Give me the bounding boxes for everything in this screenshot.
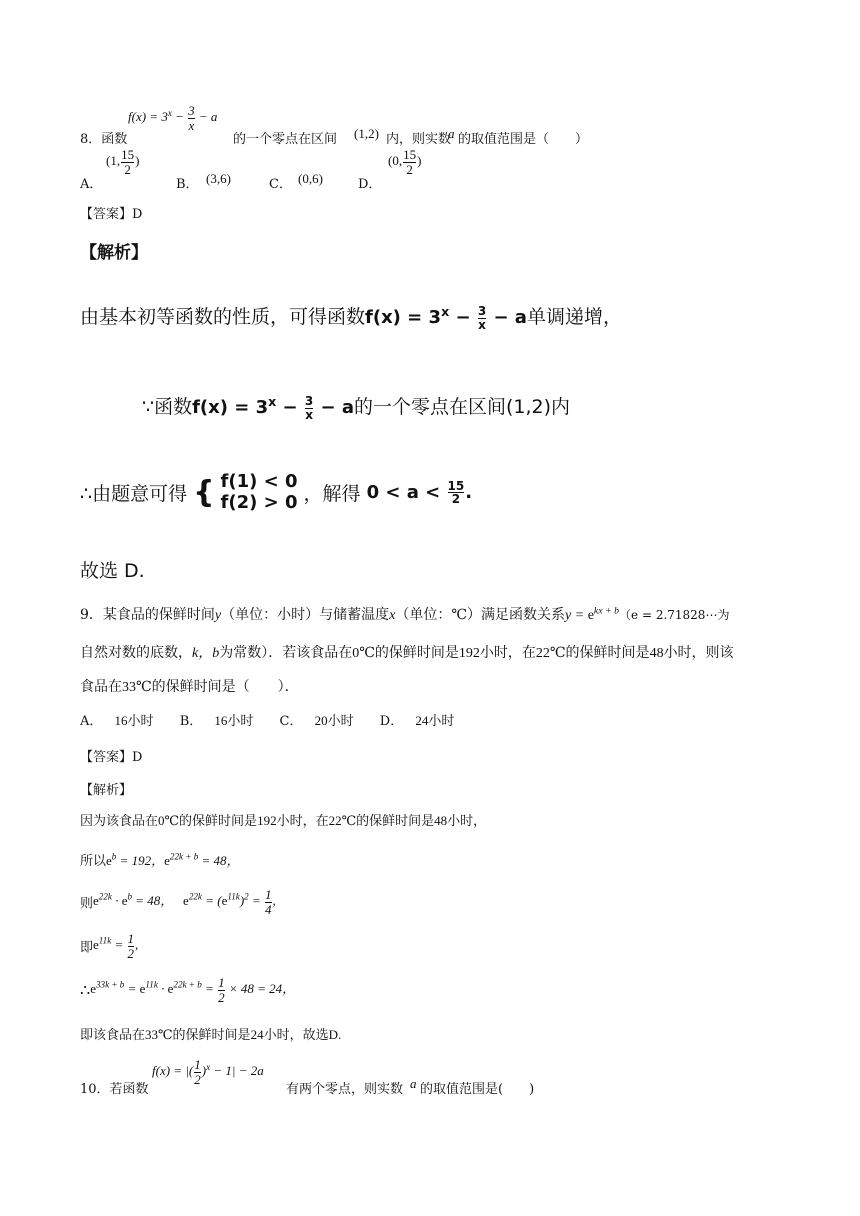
q9-s4-label: 即 xyxy=(80,940,94,956)
q9-line2-i: ℃的保鲜时间是 xyxy=(549,645,650,661)
q9-line2-f: 192 xyxy=(458,646,480,661)
q9-line1-a: 9．某食品的保鲜时间 xyxy=(80,607,215,623)
q9-s3-label: 则 xyxy=(80,896,94,912)
q8-analysis-title: 【解析】 xyxy=(80,243,148,263)
q9-option-a-num: 16 xyxy=(114,713,128,728)
q9-s1-h: 48 xyxy=(434,813,448,828)
q8-line3-prefix: ∴由题意可得 xyxy=(80,483,188,506)
q8-analysis-line2 xyxy=(142,392,570,421)
q10-prefix: 10．若函数 xyxy=(80,1082,149,1097)
q8-option-b-label: B． xyxy=(176,177,199,192)
q9-line2-h: 22 xyxy=(535,646,550,661)
q9-option-c-num: 20 xyxy=(314,713,328,728)
q9-line2-e: ℃的保鲜时间是 xyxy=(359,645,459,661)
q8-option-b-value: (3,6) xyxy=(206,171,231,186)
q9-s1-c: ℃的保鲜时间是 xyxy=(164,814,258,829)
q9-line1-b: （单位：小时）与储蓄温度 xyxy=(221,607,390,623)
q9-line3-c: ℃的保鲜时间是（ ）． xyxy=(136,679,299,695)
q9-line1-d: （e = 2.71828⋯为 xyxy=(619,608,730,622)
q8-prefix: 8．函数 xyxy=(80,132,128,147)
q9-s6-c: ℃的保鲜时间是 xyxy=(158,1028,251,1043)
q8-brace: { xyxy=(193,474,215,510)
q9-s5-label: ∴ xyxy=(80,980,91,1000)
q9-s6-a: 即该食品在 xyxy=(80,1028,146,1043)
q9-s4-formula: $e^{11k}$ = $\frac{1}{2}$ , xyxy=(93,931,139,961)
q9-option-a-unit: 小时 xyxy=(127,714,154,729)
q10-suffix-b: 的取值范围是( ) xyxy=(420,1082,535,1097)
q9-line2-k: 小时，则该 xyxy=(663,645,734,661)
q9-var-x: x xyxy=(389,608,396,623)
q9-s1-e: 小时，在 xyxy=(276,814,329,829)
q8-system-2: f(2) > 0 xyxy=(220,491,298,513)
q8-option-d-value: (0, $\frac{15}{2}$ ) xyxy=(388,147,422,177)
q8-line1-suffix: 单调递增， xyxy=(526,306,622,328)
q9-step4 xyxy=(80,932,138,960)
q8-option-c-value: (0,6) xyxy=(298,171,323,186)
q8-middle: 的一个零点在区间 xyxy=(233,132,338,147)
q9-options xyxy=(80,710,454,729)
q9-option-b-label: B． xyxy=(179,714,203,729)
q9-step3 xyxy=(80,888,276,916)
q9-option-d-label: D． xyxy=(379,714,404,729)
q8-option-a-label: A． xyxy=(80,177,103,192)
q10-formula: f(x) = |( $\frac{1}{2}$ )$^x$ − 1| − 2a xyxy=(152,1057,264,1087)
q8-analysis-line1 xyxy=(80,302,622,331)
q8-option-a-value: (1, $\frac{15}{2}$ ) xyxy=(106,147,140,177)
q8-system xyxy=(221,472,298,513)
q9-step6 xyxy=(80,1024,341,1043)
q9-line3-b: 33 xyxy=(122,680,136,695)
q9-option-b-num: 16 xyxy=(214,713,228,728)
q10-var: a xyxy=(410,1076,417,1091)
q9-s1-a: 因为该食品在 xyxy=(80,814,159,829)
q9-step1 xyxy=(80,810,486,829)
q9-step2 xyxy=(80,850,240,869)
q9-s1-d: 192 xyxy=(257,813,277,828)
q9-s2-formula: $e^b = 192$，$e^{22k + b} = 48$， xyxy=(106,851,240,868)
q9-line2-a: 自然对数的底数， xyxy=(80,645,192,661)
q8-suffix: 的取值范围是（ ） xyxy=(458,132,589,147)
q8-formula: $f(x) = 3^x$ − $\frac{3}{x}$ − a xyxy=(128,103,218,133)
q9-line2-g: 小时，在 xyxy=(479,645,536,661)
q9-option-c-unit: 小时 xyxy=(327,714,354,729)
q8-line2-prefix: ∵函数 xyxy=(142,396,193,418)
q8-conclusion: 故选 D. xyxy=(80,560,145,582)
q8-option-c-label: C． xyxy=(269,177,292,192)
q8-option-d-label: D． xyxy=(358,177,382,192)
q9-s6-f: D. xyxy=(328,1027,342,1042)
q9-line2-c: 为常数）．若该食品在 xyxy=(219,645,353,661)
q8-line3-mid: ，解得 xyxy=(303,483,361,506)
q9-option-d-unit: 小时 xyxy=(428,714,455,729)
q9-analysis-title: 【解析】 xyxy=(80,783,133,798)
q8-line2-suffix: 的一个零点在区间(1,2)内 xyxy=(354,396,571,418)
q8-var: a xyxy=(448,126,455,141)
q9-option-a-label: A． xyxy=(80,714,103,729)
q9-var-y: y xyxy=(214,608,222,623)
q8-line1-formula: $f(x) = 3^x$ − $\frac{3}{x}$ − a xyxy=(365,303,527,332)
q9-answer: 【答案】D xyxy=(80,750,143,765)
q10-suffix-a: 有两个零点，则实数 xyxy=(286,1082,404,1097)
q9-line3-a: 食品在 xyxy=(80,679,122,695)
q9-formula: $y = e^{kx + b}$ xyxy=(565,605,620,623)
q8-line1-prefix: 由基本初等函数的性质，可得函数 xyxy=(80,306,366,328)
q9-s5-formula: $e^{33k + b} = e^{11k} \cdot e^{22k + b}$ = $\frac{1}{2}$ × 48 = 24， xyxy=(90,975,296,1005)
q8-interval: (1,2) xyxy=(354,126,379,141)
q9-line2-j: 48 xyxy=(649,646,664,661)
q8-answer: 【答案】D xyxy=(80,207,143,222)
q9-line3 xyxy=(80,676,299,696)
q9-line2-kb: k，b xyxy=(192,646,220,661)
q9-s1-i: 小时， xyxy=(447,814,487,829)
q9-option-b-unit: 小时 xyxy=(227,714,254,729)
q9-s6-b: 33 xyxy=(145,1027,159,1042)
q9-line2-d: 0 xyxy=(352,646,360,661)
q9-s6-e: 小时，故选 xyxy=(263,1028,329,1043)
q9-s1-g: ℃的保鲜时间是 xyxy=(341,814,435,829)
q9-s6-d: 24 xyxy=(250,1027,264,1042)
q9-line1 xyxy=(80,604,729,624)
q9-line1-c: （单位：℃）满足函数关系 xyxy=(395,607,566,623)
q9-s2-label: 所以 xyxy=(80,854,107,869)
q8-analysis-line3 xyxy=(80,472,472,513)
q8-line3-tail: 0 < a < $\frac{15}{2}$ . xyxy=(366,478,473,507)
q8-middle2: 内，则实数 xyxy=(386,132,452,147)
q9-step5 xyxy=(80,976,295,1004)
q8-system-1: f(1) < 0 xyxy=(220,471,298,492)
q9-line2 xyxy=(80,642,734,662)
q9-s1-f: 22 xyxy=(328,813,342,828)
q8-line2-formula: $f(x) = 3^x$ − $\frac{3}{x}$ − a xyxy=(192,393,355,422)
q9-option-d-num: 24 xyxy=(415,713,429,728)
q9-s1-b: 0 xyxy=(158,813,165,828)
q9-option-c-label: C． xyxy=(279,714,303,729)
q9-s3-formula: $e^{22k} \cdot e^b = 48$， $e^{22k} = (e^{11k})^2$ = $\frac{1}{4}$ , xyxy=(93,887,276,917)
